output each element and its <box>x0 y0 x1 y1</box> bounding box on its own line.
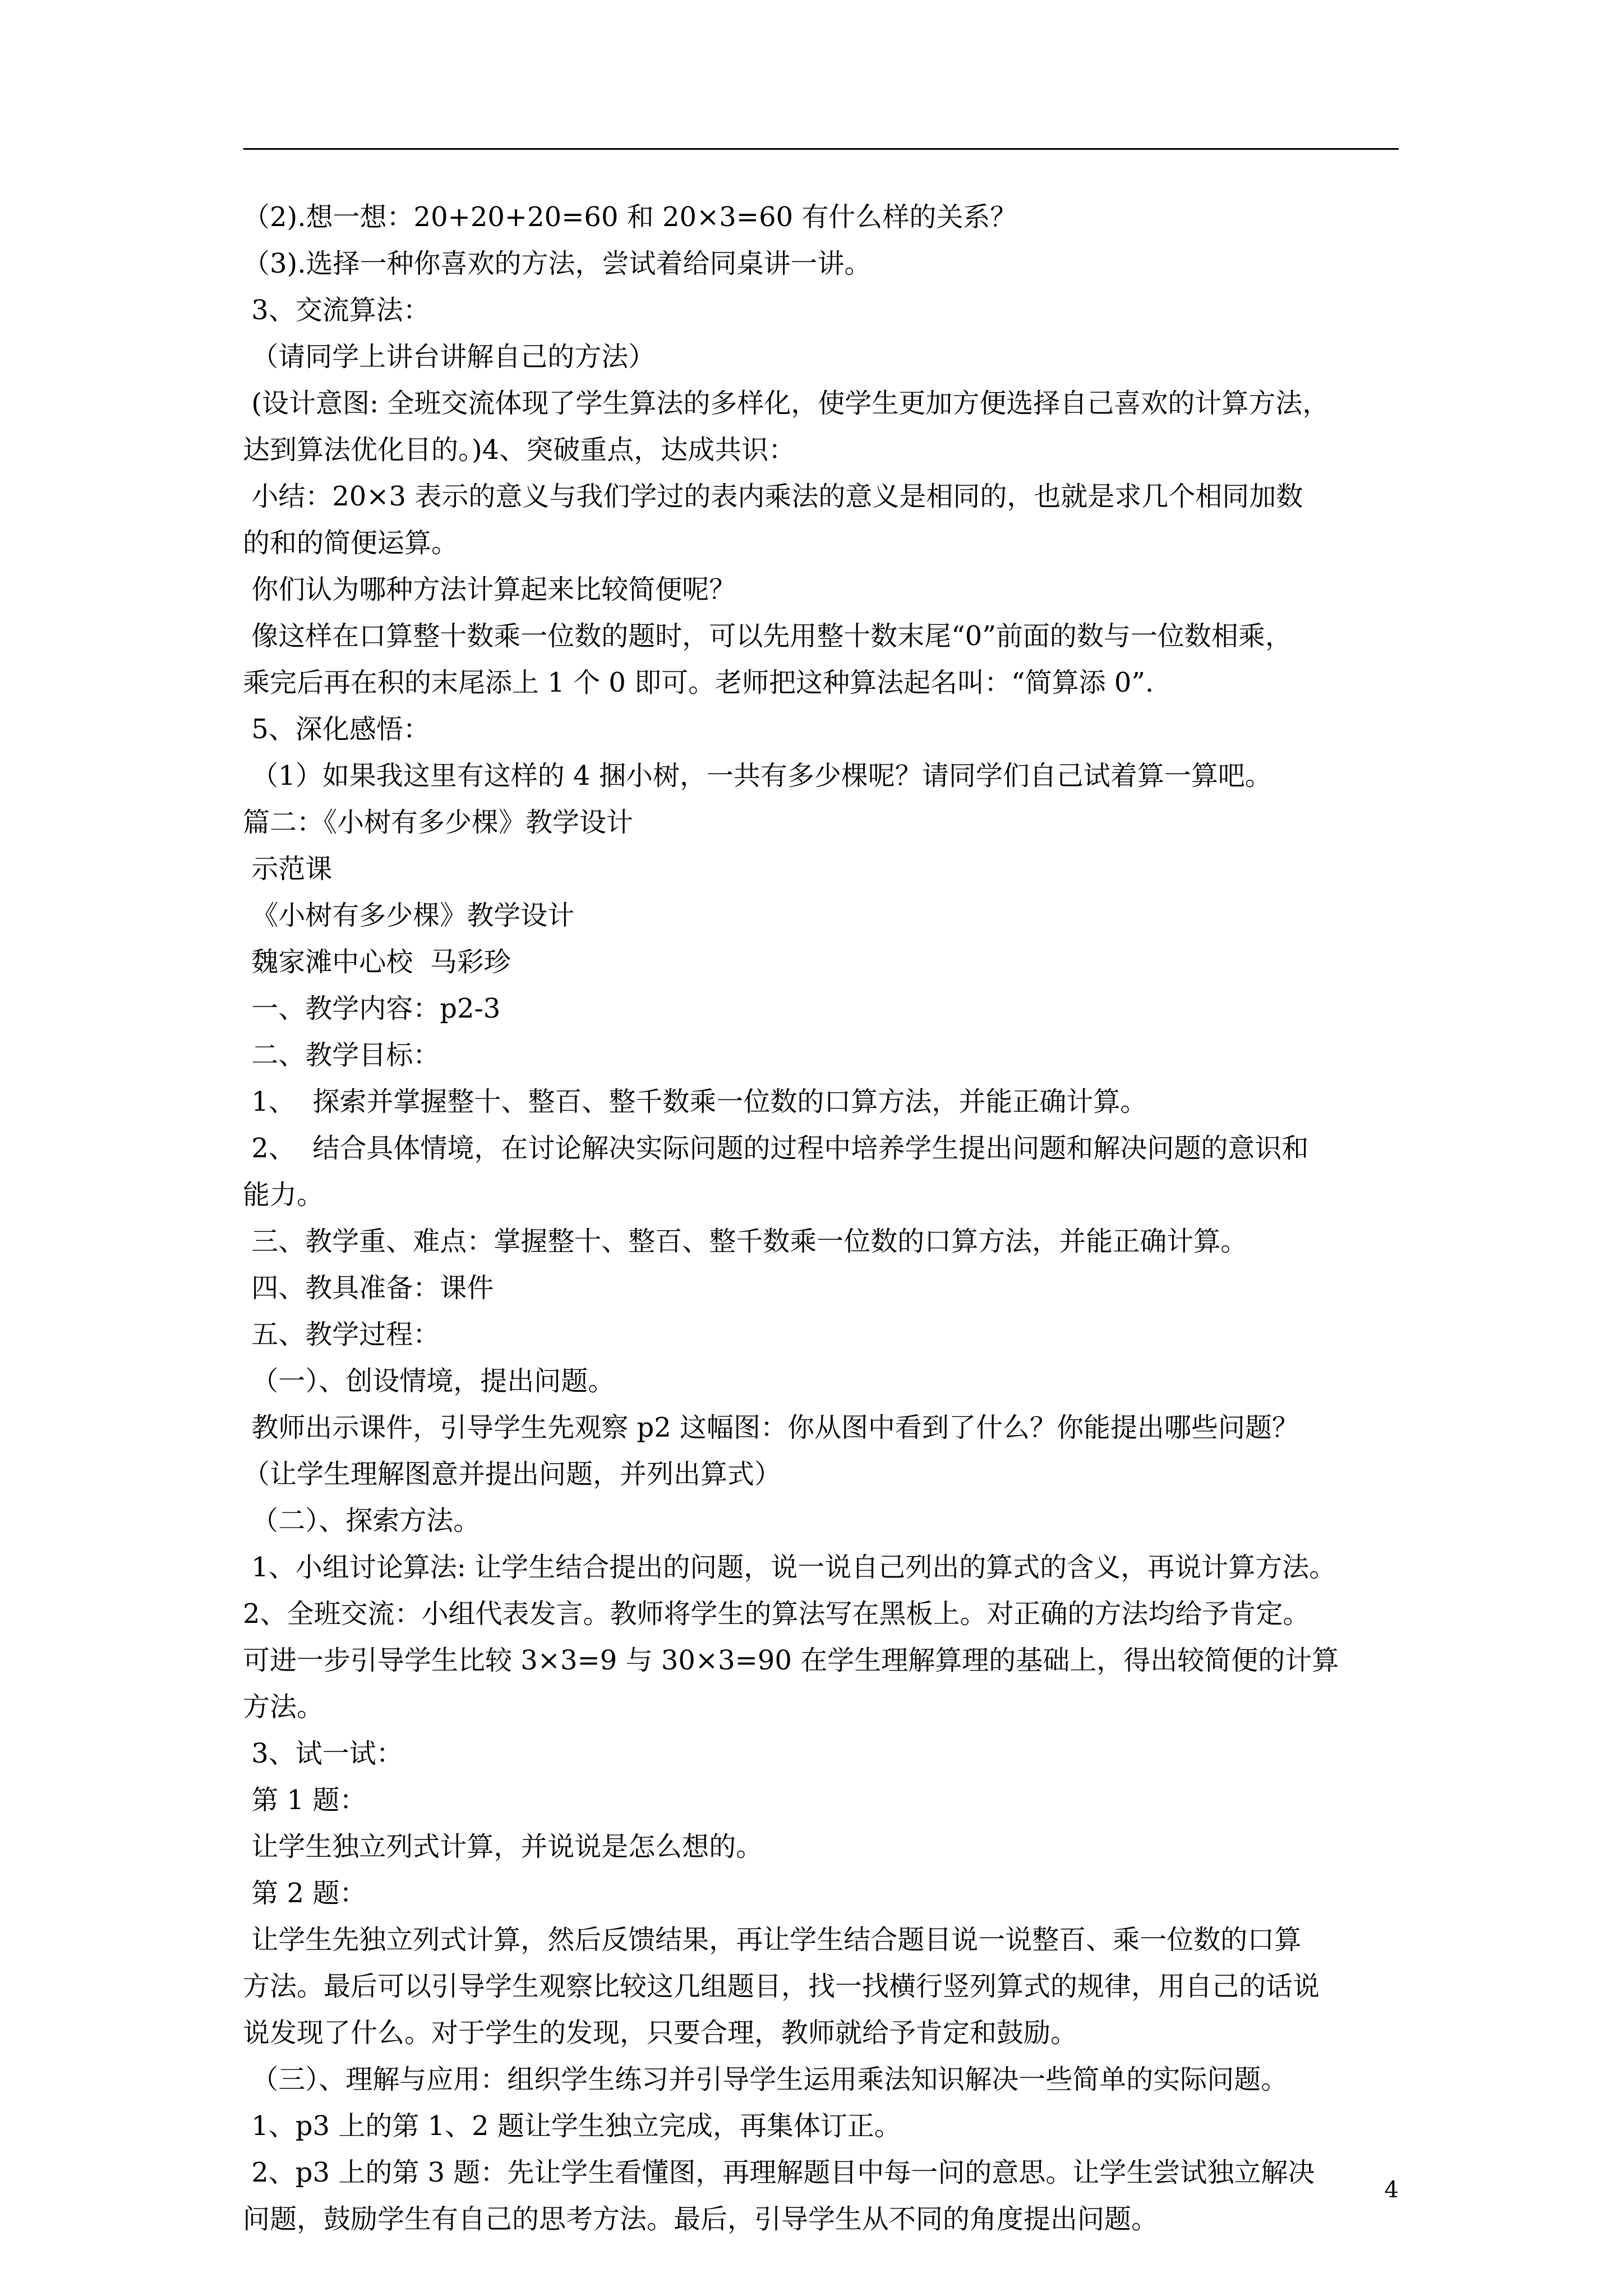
text-line: 2、p3 上的第 3 题：先让学生看懂图，再理解题目中每一问的意思。让学生尝试独立解决 <box>243 2157 1315 2188</box>
text-line: 三、教学重、难点：掌握整十、整百、整千数乘一位数的口算方法，并能正确计算。 <box>243 1226 1248 1257</box>
text-line: 能力。 <box>243 1179 324 1211</box>
text-line: （请同学上讲台讲解自己的方法） <box>243 341 656 372</box>
text-line: 你们认为哪种方法计算起来比较简便呢？ <box>243 574 736 605</box>
text-line: 教师出示课件，引导学生先观察 p2 这幅图：你从图中看到了什么？你能提出哪些问题？ <box>243 1412 1299 1443</box>
text-line: 1、小组讨论算法: 让学生结合提出的问题，说一说自己列出的算式的含义，再说计算方法。 <box>243 1552 1336 1583</box>
text-line: 1、 探索并掌握整十、整百、整千数乘一位数的口算方法，并能正确计算。 <box>243 1086 1147 1117</box>
text-line: （一）、创设情境，提出问题。 <box>243 1365 615 1397</box>
text-line: 问题，鼓励学生有自己的思考方法。最后，引导学生从不同的角度提出问题。 <box>243 2203 1159 2235</box>
text-line: 1、p3 上的第 1、2 题让学生独立完成，再集体订正。 <box>243 2110 901 2142</box>
text-line: 方法。 <box>243 1691 324 1723</box>
page-number: 4 <box>1384 2177 1399 2203</box>
text-line: 四、教具准备：课件 <box>243 1272 494 1304</box>
text-line: 3、交流算法： <box>243 295 430 326</box>
document-title: 《小树有多少棵》教学设计 <box>243 900 575 931</box>
text-line: 2、 结合具体情境，在讨论解决实际问题的过程中培养学生提出问题和解决问题的意识和 <box>243 1133 1309 1164</box>
document-body <box>243 194 1399 2243</box>
text-line: 让学生先独立列式计算，然后反馈结果，再让学生结合题目说一说整百、乘一位数的口算 <box>243 1924 1302 1955</box>
text-line: （2).想一想：20+20+20=60 和 20×3=60 有什么样的关系？ <box>243 201 1017 233</box>
text-line: 3、试一试： <box>243 1738 403 1769</box>
text-line: 一、教学内容：p2-3 <box>243 993 501 1024</box>
section-heading: 篇二：《小树有多少棵》教学设计 <box>243 807 634 838</box>
text-line: （二）、探索方法。 <box>243 1505 481 1536</box>
text-line: （1）如果我这里有这样的 4 捆小树，一共有多少棵呢？请同学们自己试着算一算吧。 <box>243 760 1272 792</box>
text-line: 乘完后再在积的末尾添上 1 个 0 即可。老师把这种算法起名叫：“简算添 0”. <box>243 667 1154 698</box>
text-line: （让学生理解图意并提出问题，并列出算式） <box>243 1458 782 1490</box>
text-line: 五、教学过程： <box>243 1319 440 1350</box>
text-line: 示范课 <box>243 853 333 885</box>
header-rule <box>243 148 1399 150</box>
text-line: 的和的简便运算。 <box>243 527 459 559</box>
text-line: (设计意图: 全班交流体现了学生算法的多样化，使学生更加方便选择自己喜欢的计算方法， <box>243 388 1330 419</box>
text-line: 达到算法优化目的。)4、突破重点，达成共识： <box>243 434 796 466</box>
author-line: 魏家滩中心校 马彩珍 <box>243 946 511 978</box>
text-line: 像这样在口算整十数乘一位数的题时，可以先用整十数末尾“0”前面的数与一位数相乘， <box>243 620 1292 652</box>
text-line: 5、深化感悟： <box>243 714 430 745</box>
text-line: 小结：20×3 表示的意义与我们学过的表内乘法的意义是相同的，也就是求几个相同加数 <box>243 481 1303 512</box>
text-line: 方法。最后可以引导学生观察比较这几组题目，找一找横行竖列算式的规律，用自己的话说 <box>243 1971 1320 2002</box>
text-line: 说发现了什么。对于学生的发现，只要合理，教师就给予肯定和鼓励。 <box>243 2017 1078 2049</box>
text-line: 第 1 题： <box>243 1784 367 1816</box>
text-line: 可进一步引导学生比较 3×3=9 与 30×3=90 在学生理解算理的基础上，得出较简便的计算 <box>243 1645 1339 1676</box>
text-line: （三）、理解与应用：组织学生练习并引导学生运用乘法知识解决一些简单的实际问题。 <box>243 2064 1288 2095</box>
text-line: 2、全班交流：小组代表发言。教师将学生的算法写在黑板上。对正确的方法均给予肯定。 <box>243 1598 1310 1630</box>
text-line: （3).选择一种你喜欢的方法，尝试着给同桌讲一讲。 <box>243 248 872 279</box>
text-line: 二、教学目标： <box>243 1039 440 1071</box>
text-line: 让学生独立列式计算，并说说是怎么想的。 <box>243 1831 763 1862</box>
text-line: 第 2 题： <box>243 1878 367 1909</box>
